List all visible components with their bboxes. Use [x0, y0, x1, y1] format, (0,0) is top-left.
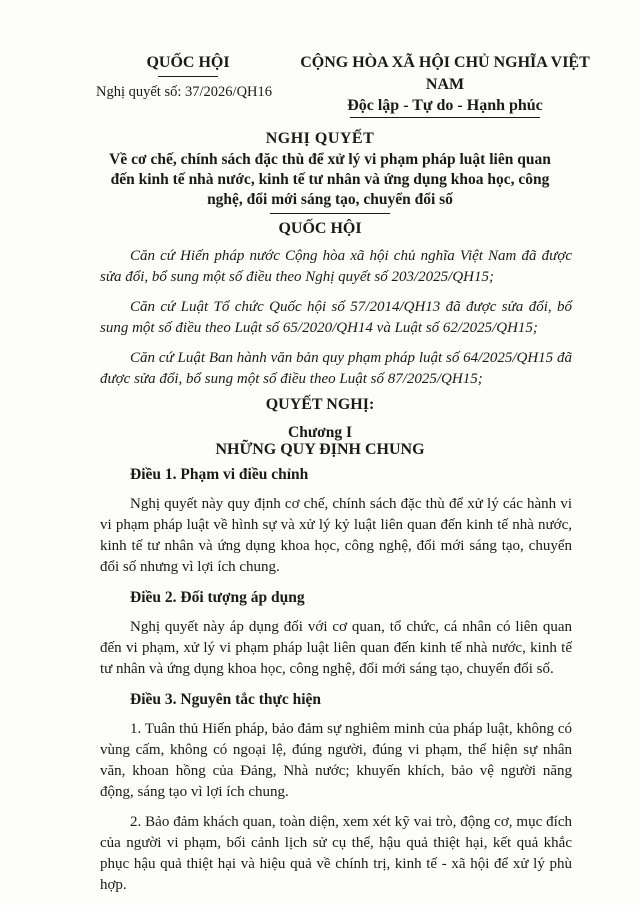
article-paragraph: Nghị quyết này quy định cơ chế, chính sách đặc thù để xử lý các hành vi vi phạm pháp luật về hình sự và xử lý kỷ luật liên quan đến kinh tế nhà nước, kinh tế tư nhân và ứng dụng khoa học, công nghệ, đổi mới sáng tạo, chuyển đổi số nhưng vì lợi ích chung.: [100, 496, 572, 575]
article-paragraph: Nghị quyết này áp dụng đối với cơ quan, tổ chức, cá nhân có liên quan đến vi phạm, xử lý vi phạm pháp luật liên quan đến kinh tế nhà nước, kinh tế tư nhân và ứng dụng khoa học, công nghệ, đổi mới sáng tạo, chuyển đổi số.: [100, 619, 572, 677]
chapter-title: NHỮNG QUY ĐỊNH CHUNG: [215, 441, 425, 458]
chapter-number: Chương I: [288, 424, 352, 441]
decision-heading: QUYẾT NGHỊ:: [265, 396, 375, 413]
legal-bases: [100, 246, 572, 399]
issuer-underline: [158, 76, 218, 77]
legal-basis: Căn cứ Luật Tổ chức Quốc hội số 57/2014/QH13 đã được sửa đổi, bổ sung một số điều theo Luật số 65/2020/QH14 và Luật số 62/2025/QH15;: [100, 299, 572, 336]
national-motto: Độc lập - Tự do - Hạnh phúc: [347, 97, 543, 114]
article-title: Điều 3. Nguyên tắc thực hiện: [130, 691, 321, 708]
document-subject: Về cơ chế, chính sách đặc thù để xử lý vi phạm pháp luật liên quan đến kinh tế nhà nước, kinh tế tư nhân và ứng dụng khoa học, công nghệ, đổi mới sáng tạo, chuyển đổi số: [109, 151, 551, 208]
issuer-name: QUỐC HỘI: [146, 54, 230, 71]
document-type: NGHỊ QUYẾT: [265, 130, 375, 147]
header-left: [88, 52, 288, 101]
article-title: Điều 1. Phạm vi điều chỉnh: [130, 466, 309, 483]
document-subject-block: [100, 150, 560, 214]
document-body: [100, 464, 572, 905]
article-title: Điều 2. Đối tượng áp dụng: [130, 589, 305, 606]
legal-basis: Căn cứ Luật Ban hành văn bản quy phạm pháp luật số 64/2025/QH15 đã được sửa đổi, bổ sung một số điều theo Luật số 87/2025/QH15;: [100, 350, 572, 387]
legal-basis: Căn cứ Hiến pháp nước Cộng hòa xã hội chủ nghĩa Việt Nam đã được sửa đổi, bổ sung một số điều theo Nghị quyết số 203/2025/QH15;: [100, 248, 572, 285]
motto-underline: [350, 117, 540, 118]
article-paragraph: 1. Tuân thủ Hiến pháp, bảo đảm sự nghiêm minh của pháp luật, không có vùng cấm, không có ngoại lệ, đúng người, đúng vi phạm, thể hiện sự nhân văn, khoan hồng của Đảng, Nhà nước; khuyến khích, bảo vệ người năng động, sáng tạo vì lợi ích chung.: [100, 721, 572, 800]
subject-underline: [270, 213, 390, 214]
header-right: [280, 52, 610, 118]
article-paragraph: 2. Bảo đảm khách quan, toàn diện, xem xét kỹ vai trò, động cơ, mục đích của người vi phạm, bối cảnh lịch sử cụ thể, hậu quả thiệt hại, kết quả khắc phục hậu quả thiệt hại và hiệu quả về chính trị, kinh tế - xã hội để xử lý phù hợp.: [100, 814, 572, 893]
document-header: [0, 52, 640, 122]
nation-name: CỘNG HÒA XÃ HỘI CHỦ NGHĨA VIỆT NAM: [300, 54, 590, 93]
issuing-body: QUỐC HỘI: [278, 220, 362, 237]
resolution-number: Nghị quyết số: 37/2026/QH16: [96, 84, 273, 100]
